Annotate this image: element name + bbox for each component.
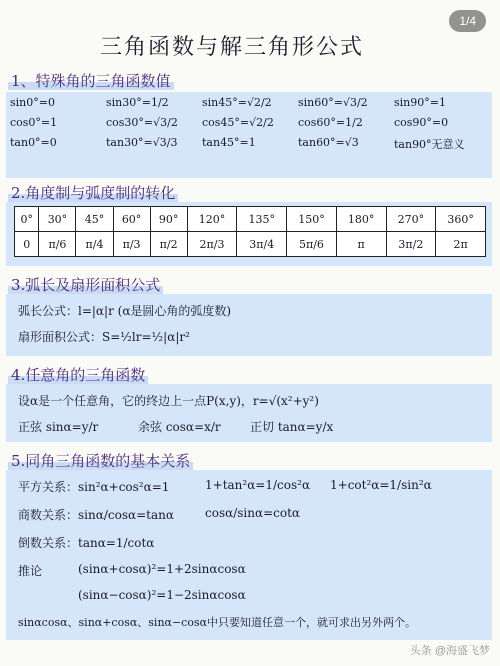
section-1-heading: [8, 70, 174, 91]
tan60-value: tan60°=√3: [298, 136, 359, 149]
section-1-label: 1、特殊角的三角函数值: [8, 72, 174, 90]
radian-row: [15, 232, 486, 257]
table-cell: π/4: [76, 232, 113, 257]
sin45-value: sin45°=√2/2: [202, 96, 272, 109]
table-cell: 0°: [15, 207, 39, 232]
cos45-value: cos45°=√2/2: [202, 116, 274, 129]
table-cell: 3π/4: [237, 232, 287, 257]
section-3-label: 3.弧长及扇形面积公式: [8, 276, 163, 294]
tan30-value: tan30°=√3/3: [106, 136, 178, 149]
table-cell: 120°: [187, 207, 237, 232]
special-values-grid: [10, 96, 490, 152]
table-cell: 30°: [39, 207, 76, 232]
cos0-value: cos0°=1: [10, 116, 58, 129]
page-title: 三角函数与解三角形公式: [100, 35, 365, 60]
table-cell: 3π/2: [386, 232, 436, 257]
sine-definition: 正弦 sinα=y/r: [18, 420, 99, 434]
table-cell: 90°: [150, 207, 187, 232]
tan90-value: tan90°无意义: [394, 138, 465, 151]
page-counter-badge[interactable]: 1/4: [449, 10, 486, 32]
derivation-note: sinαcosα、sinα+cosα、sinα−cosα中只要知道任意一个，就可求出另外两个。: [18, 616, 417, 629]
section-3-heading: [8, 274, 163, 295]
table-cell: 360°: [436, 207, 486, 232]
tangent-definition: 正切 tanα=y/x: [250, 420, 334, 434]
table-cell: 2π: [436, 232, 486, 257]
table-cell: 60°: [113, 207, 150, 232]
table-cell: π/6: [39, 232, 76, 257]
table-cell: 135°: [237, 207, 287, 232]
cos60-value: cos60°=1/2: [298, 116, 363, 129]
table-cell: π/2: [150, 232, 187, 257]
section-4-heading: [8, 364, 148, 385]
section-2-label: 2.角度制与弧度制的转化: [8, 184, 178, 202]
sector-area-formula: 扇形面积公式：S=½lr=½|α|r²: [18, 330, 190, 344]
derivation-sum-square: (sinα+cosα)²=1+2sinαcosα: [78, 562, 246, 576]
table-cell: π: [336, 232, 386, 257]
table-cell: π/3: [113, 232, 150, 257]
tan-square-relation: 1+tan²α=1/cos²α: [205, 478, 311, 492]
section-5-label: 5.同角三角函数的基本关系: [8, 452, 193, 470]
cos30-value: cos30°=√3/2: [106, 116, 178, 129]
degree-radian-table: [14, 206, 486, 257]
tan0-value: tan0°=0: [10, 136, 57, 149]
derivation-diff-square: (sinα−cosα)²=1−2sinαcosα: [78, 588, 246, 602]
cosine-definition: 余弦 cosα=x/r: [138, 420, 221, 434]
watermark: 头条 @海盛飞梦: [409, 645, 490, 657]
derivation-label: 推论: [18, 564, 43, 578]
table-cell: 45°: [76, 207, 113, 232]
any-angle-intro: 设α是一个任意角，它的终边上一点P(x,y)，r=√(x²+y²): [18, 394, 319, 408]
section-2-heading: [8, 182, 178, 203]
cot-square-relation: 1+cot²α=1/sin²α: [330, 478, 432, 492]
sin90-value: sin90°=1: [394, 96, 446, 109]
section-4-label: 4.任意角的三角函数: [8, 366, 148, 384]
quotient-relation: 商数关系：sinα/cosα=tanα: [18, 508, 174, 522]
section-5-heading: [8, 450, 193, 471]
degree-row: [15, 207, 486, 232]
tan45-value: tan45°=1: [202, 136, 256, 149]
cos90-value: cos90°=0: [394, 116, 449, 129]
cot-quotient-relation: cosα/sinα=cotα: [205, 506, 301, 520]
sin0-value: sin0°=0: [10, 96, 55, 109]
table-cell: 270°: [386, 207, 436, 232]
table-cell: 2π/3: [187, 232, 237, 257]
arc-length-formula: 弧长公式：l=|α|r (α是圆心角的弧度数): [18, 304, 232, 318]
square-relation: 平方关系：sin²α+cos²α=1: [18, 480, 170, 494]
reciprocal-relation: 倒数关系：tanα=1/cotα: [18, 536, 155, 550]
table-cell: 0: [15, 232, 39, 257]
table-cell: 5π/6: [287, 232, 337, 257]
sin30-value: sin30°=1/2: [106, 96, 169, 109]
table-cell: 180°: [336, 207, 386, 232]
sin60-value: sin60°=√3/2: [298, 96, 368, 109]
table-cell: 150°: [287, 207, 337, 232]
